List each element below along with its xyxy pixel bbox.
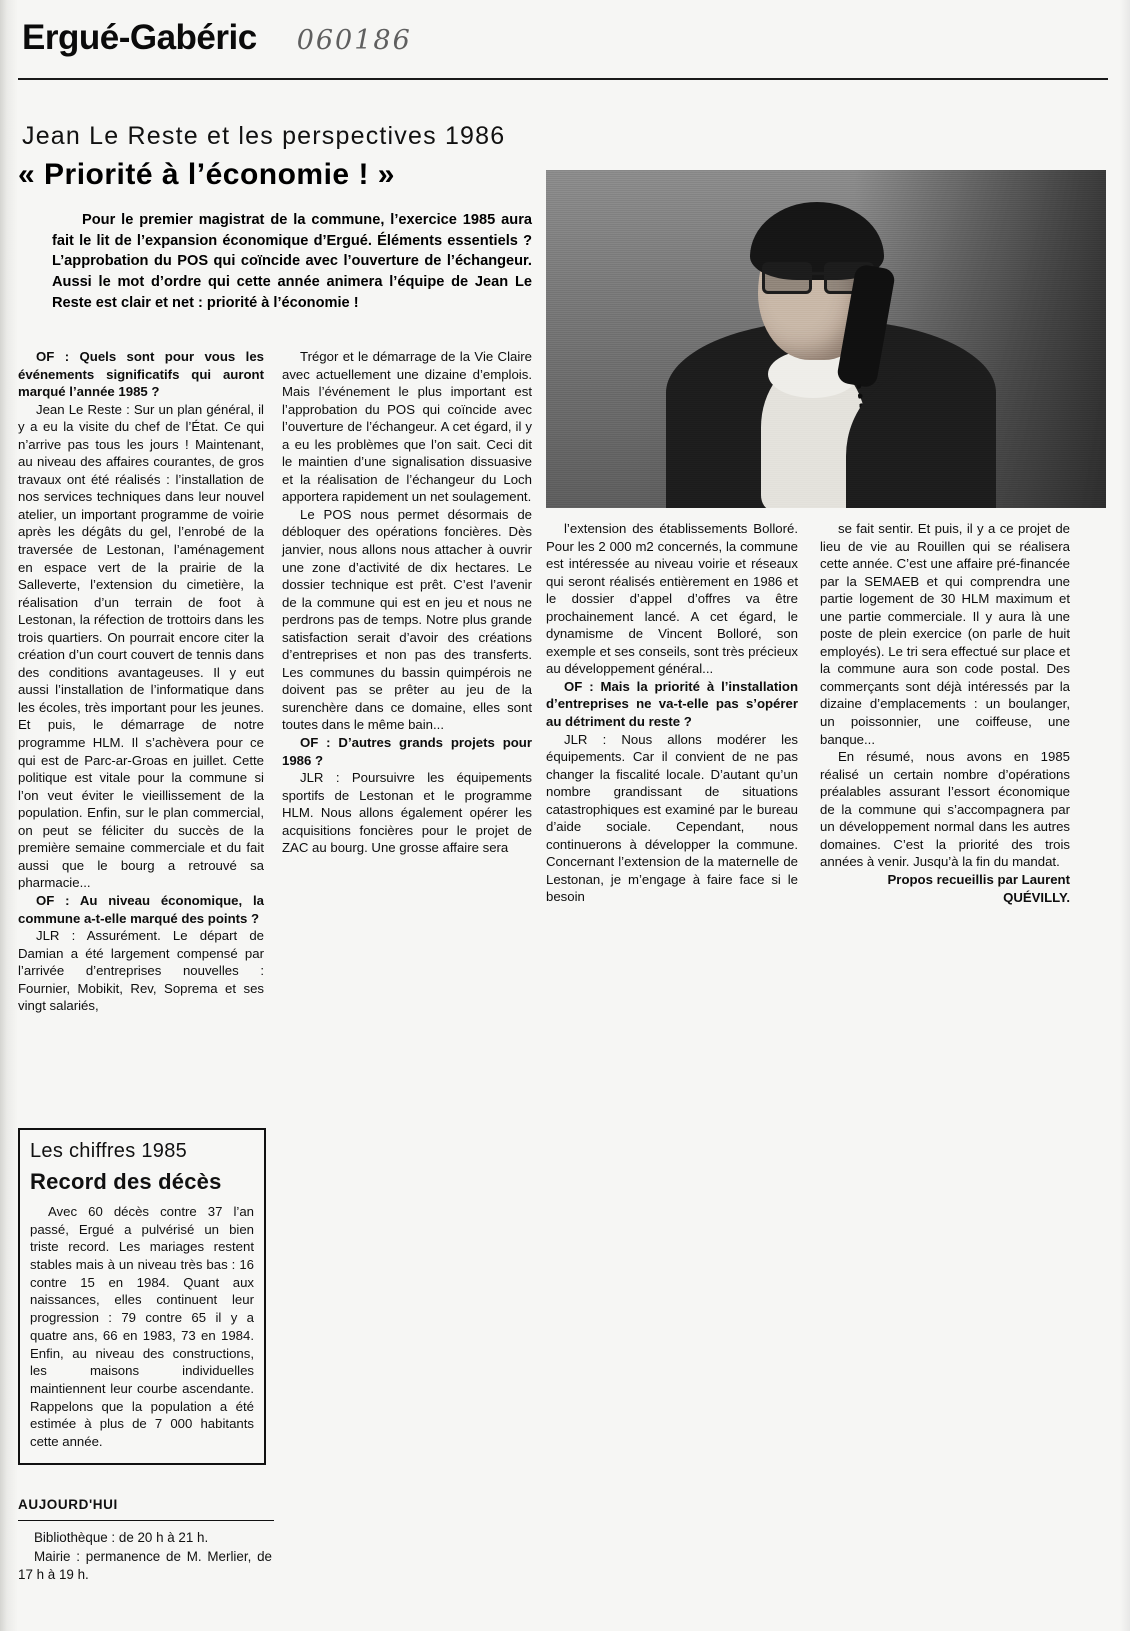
article-column-4 (820, 520, 1070, 907)
masthead (22, 18, 722, 58)
masthead-divider (18, 78, 1108, 80)
paragraph-body: Jean Le Reste : Sur un plan général, il y a eu la visite du chef de l’État. Ce qui n’arrive pas tous les jours ! Maintenant, au niveau des affaires courantes, de gros travaux ont été réalisés : l’installation de nos services techniques dans leur nouvel atelier, un important programme de voirie après les dégâts du gel, l’enrobé de la traversée de Lestonan, l’aménagement en espace vert de la prairie de la Salleverte, l’extension du cimetière, la réalisation d’un terrain de foot à Lestonan, la réfection de trottoirs dans les trois quartiers. On pourrait encore citer la création d’un court couvert de tennis dans des conditions avantageuses. Il y eut aussi l’installation de l’informatique dans les écoles, très important pour les jeunes. Et puis, le démarrage de notre programme HLM. Il s’achèvera pour ce qui est de Parc-ar-Groas en juillet. Cette politique est vitale pour la commune si l’on veut éviter le vieillissement de la population. Enfin, sur le plan commercial, on peut se féliciter du succès de la première semaine commerciale et du fait aussi que le bourg a retrouvé sa pharmacie... (18, 401, 264, 891)
article-column-1 (18, 348, 264, 1015)
sidebar-box-statistics (18, 1128, 266, 1465)
article-columns (18, 348, 1110, 1108)
paragraph-body: Le POS nous permet désormais de débloquer des opérations foncières. Dès janvier, nous allons nous attacher à ouvrir une zone d’activité de dix hectares. Le dossier technique est prêt. C’est l’avenir de la commune qui est en jeu et nous ne perdrons pas de temps. Notre plus grande satisfaction serait d’avoir des créations d’entreprises et non pas des transferts. Les communes du bassin quimpérois ne doivent pas se prêter au jeu de la surenchère dans ce domaine, elles sont toutes dans le même bain... (282, 506, 532, 733)
sidebar-title: Record des décès (30, 1169, 222, 1194)
paragraph-question: OF : Quels sont pour vous les événements significatifs qui auront marqué l’année 1985 ? (18, 349, 264, 400)
paragraph-question: OF : Mais la priorité à l’installation d’entreprises ne va-t-elle pas s’opérer au détriment du reste ? (546, 678, 798, 730)
article-standfirst: Pour le premier magistrat de la commune, l’exercice 1985 aura fait le lit de l’expansion économique d’Ergué. Éléments essentiels ? L’approbation du POS qui coïncide avec l’ouverture de l’échangeur. Aussi le mot d’ordre qui cette année animera l’équipe de Jean Le Reste est clair et net : priorité à l’économie ! (52, 212, 532, 311)
article-column-3 (546, 520, 798, 906)
paragraph-body: l’extension des établissements Bolloré. Pour les 2 000 m2 concernés, la commune est intéressée au niveau voirie et réseaux qui seront réalisés entièrement en 1986 et le dossier d’appel d’offres va être prochainement lancé. A cet égard, le dynamisme de Vincent Bolloré, son exemple et ses conseils, sont très précieux au développement général... (546, 521, 798, 677)
article-column-2 (282, 348, 532, 857)
paragraph-body: JLR : Assurément. Le départ de Damian a été largement compensé par l’arrivée d’entreprises nouvelles : Fournier, Mobikit, Rev, Soprema et ses vingt salariés, (18, 928, 264, 1014)
article-headline: « Priorité à l’économie ! » (18, 158, 395, 191)
agenda-section (18, 1497, 288, 1585)
agenda-item: Bibliothèque : de 20 h à 21 h. (34, 1530, 209, 1545)
masthead-title: Ergué-Gabéric (22, 18, 257, 57)
article-byline: Propos recueillis par Laurent QUÉVILLY. (887, 871, 1070, 905)
agenda-title: AUJOURD'HUI (18, 1497, 118, 1512)
paragraph-body: JLR : Nous allons modérer les équipements. Car il convient de ne pas changer la fiscalité locale. D’autant qu’un nombre grandissant de situations catastrophiques est examiné par le bureau d’aide sociale. Cependant, nous continuerons à développer la commune. Concernant l’extension de la maternelle de Lestonan, je m’engage à faire face si le besoin (546, 731, 798, 905)
paragraph-question: OF : Au niveau économique, la commune a-t-elle marqué des points ? (18, 892, 264, 926)
agenda-item: Mairie : permanence de M. Merlier, de 17 h à 19 h. (18, 1548, 272, 1582)
handwritten-date-note: 060186 (296, 25, 412, 56)
article-kicker: Jean Le Reste et les perspectives 1986 (22, 122, 506, 150)
sidebar-eyebrow: Les chiffres 1985 (30, 1140, 188, 1162)
paragraph-question: OF : D’autres grands projets pour 1986 ? (282, 735, 532, 768)
paragraph-body: Trégor et le démarrage de la Vie Claire avec actuellement une dizaine d’emplois. Mais l’événement le plus important est l’approbation du POS qui coïncide avec l’ouverture de l’échangeur. A cet égard, il y a eu les problèmes que l’on sait. Ceci dit le maintien d’une signalisation dissuasive et la réalisation de l’échangeur du Loch apportera rapidement un net soulagement. (282, 349, 532, 505)
paragraph-body: En résumé, nous avons en 1985 réalisé un certain nombre d’opérations préalables assurant l’essort économique de la commune qui s’accompagnera par un développement normal dans les autres domaines. C’est la priorité des trois années à venir. Jusqu’à la fin du mandat. (820, 749, 1070, 870)
sidebar-body: Avec 60 décès contre 37 l’an passé, Ergué a pulvérisé un bien triste record. Les mariages restent stables mais à un niveau très bas : 16 contre 15 en 1984. Quant aux naissances, elles continuent leur progression : 79 contre 65 il y a quatre ans, 66 en 1983, 73 en 1984. Enfin, au niveau des constructions, les maisons individuelles maintiennent leur courbe ascendante. Rappelons que la population a été estimée à plus de 7 000 habitants cette année. (30, 1204, 254, 1449)
agenda-divider (18, 1520, 274, 1521)
paragraph-body: JLR : Poursuivre les équipements sportifs de Lestonan et le programme HLM. Nous allons également opérer les acquisitions foncières pour le projet de ZAC au bourg. Une grosse affaire sera (282, 770, 532, 856)
paragraph-body: se fait sentir. Et puis, il y a ce projet de lieu de vie au Rouillen qui se réalisera cette année. C’est une affaire pré-financée par la SEMAEB et qui comprendra une partie logement de 30 HLM maximum et une partie commerciale. Il y aura là une poste de plein exercice (on parle de huit employés). Le tri sera effectué sur place et la commune aura son code postal. Des commerçants sont déjà intéressés par la dizaine d’emplacements : un boulanger, un poissonnier, une coiffeuse, une banque... (820, 521, 1070, 747)
